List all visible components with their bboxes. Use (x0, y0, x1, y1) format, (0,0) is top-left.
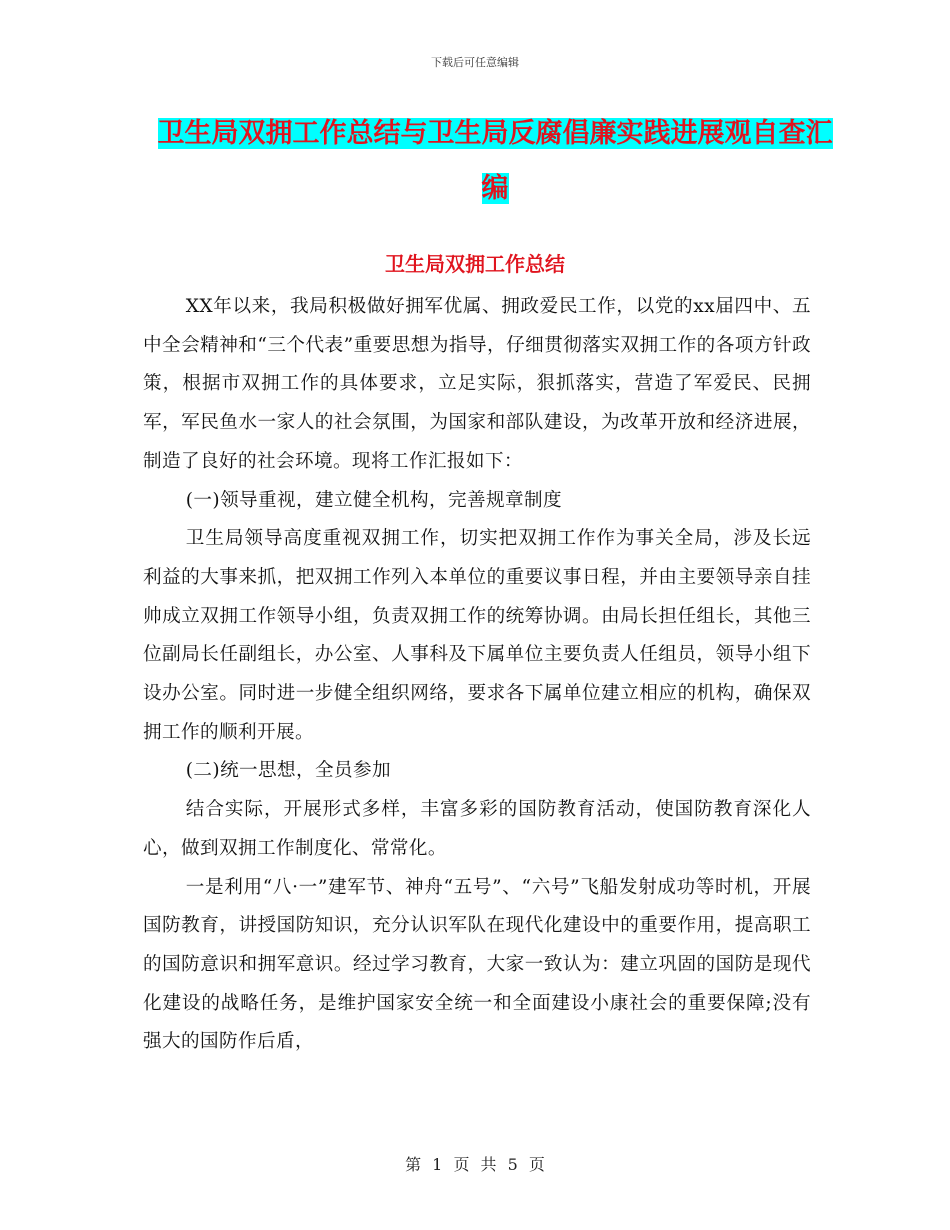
paragraph-leadership: 卫生局领导高度重视双拥工作，切实把双拥工作作为事关全局，涉及长远利益的大事来抓，把双拥工作列入本单位的重要议事日程，并由主要领导亲自挂帅成立双拥工作领导小组，负责双拥工作的统筹协调。由局长担任组长，其他三位副局长任副组长，办公室、人事科及下属单位主要负责人任组员，领导小组下设办公室。同时进一步健全组织网络，要求各下属单位建立相应的机构，确保双拥工作的顺利开展。 (143, 528, 811, 743)
paragraph-heading-2: (二)统一思想，全员参加 (185, 760, 392, 782)
section-title: 卫生局双拥工作总结 (385, 252, 565, 276)
page-footer: 第 1 页 共 5 页 (405, 1155, 545, 1174)
body-text (143, 288, 811, 1062)
header-note: 下载后可任意编辑 (431, 56, 519, 69)
paragraph-education: 一是利用“八·一”建军节、神舟“五号”、“六号”飞船发射成功等时机，开展国防教育，讲授国防知识，充分认识军队在现代化建设中的重要作用，提高职工的国防意识和拥军意识。经过学习教育，大家一致认为：建立巩固的国防是现代化建设的战略任务，是维护国家安全统一和全面建设小康社会的重要保障;没有强大的国防作后盾， (143, 876, 811, 1053)
paragraph-heading-1: (一)领导重视，建立健全机构，完善规章制度 (185, 489, 562, 511)
document-title-text: 卫生局双拥工作总结与卫生局反腐倡廉实践进展观自查汇编 (157, 118, 833, 204)
paragraph-activities: 结合实际，开展形式多样，丰富多彩的国防教育活动，使国防教育深化人心，做到双拥工作制度化、常常化。 (143, 799, 811, 859)
paragraph-intro: XX年以来，我局积极做好拥军优属、拥政爱民工作，以党的xx届四中、五中全会精神和“三个代表”重要思想为指导，仔细贯彻落实双拥工作的各项方针政策，根据市双拥工作的具体要求，立足实际，狠抓落实，营造了军爱民、民拥军，军民鱼水一家人的社会氛围，为国家和部队建设，为改革开放和经济进展，制造了良好的社会环境。现将工作汇报如下： (143, 296, 811, 472)
document-title (150, 106, 840, 216)
